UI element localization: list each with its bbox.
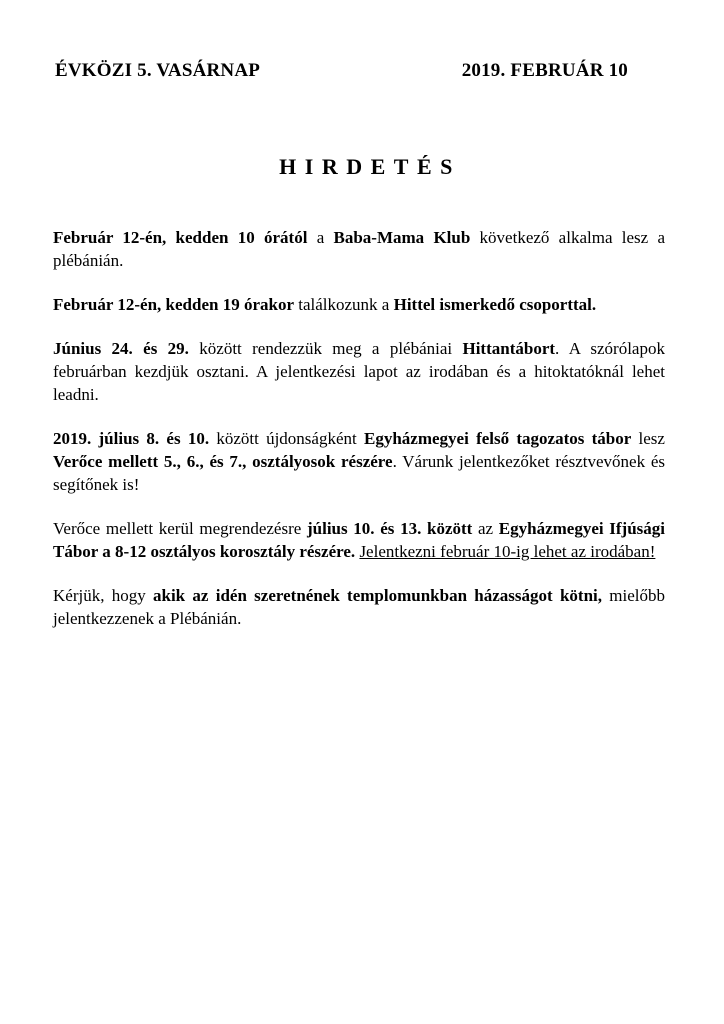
event-name: Egyházmegyei Ifjúsági Tábor a 8-12 osztályos korosztály részére. <box>53 519 666 561</box>
event-name: Hittantábort <box>462 339 556 358</box>
announcement-hittantabor: Június 24. és 29. között rendezzük meg a plébániai Hittantábort. A szórólapok februárban kezdjük osztani. A jelentkezési lapot az irodában és a hitoktatóknál lehet leadni. <box>53 339 665 404</box>
document-date: 2019. FEBRUÁR 10 <box>461 60 628 81</box>
event-dates: Június 24. és 29. <box>53 339 189 358</box>
announcement-hazassag: Kérjük, hogy akik az idén szeretnének templomunkban házasságot kötni, mielőbb jelentkezzenek a Plébánián. <box>53 586 665 628</box>
document-header <box>55 60 628 84</box>
event-dates: 2019. július 8. és 10. <box>53 429 210 448</box>
announcement-hittel-ismerkedo: Február 12-én, kedden 19 órakor találkozunk a Hittel ismerkedő csoporttal. <box>53 295 597 314</box>
document-title: HIRDETÉS <box>279 154 461 179</box>
event-name: Hittel ismerkedő csoporttal. <box>393 295 597 314</box>
registration-deadline: Jelentkezni február 10-ig lehet az irodában! <box>359 542 656 561</box>
announcements-body <box>53 226 665 651</box>
event-name: Egyházmegyei felső tagozatos tábor <box>364 429 632 448</box>
target-group: akik az idén szeretnének templomunkban házasságot kötni, <box>153 586 602 605</box>
announcement-felso-tagozatos-tabor: 2019. július 8. és 10. között újdonságként Egyházmegyei felső tagozatos tábor lesz Verőce mellett 5., 6., és 7., osztályosok részére. Várunk jelentkezőket résztvevőnek és segítőnek is! <box>53 429 665 494</box>
event-name: Baba-Mama Klub <box>333 228 471 247</box>
announcement-baba-mama-klub: Február 12-én, kedden 10 órától a Baba-Mama Klub következő alkalma lesz a plébánián. <box>53 228 665 270</box>
liturgical-day: ÉVKÖZI 5. VASÁRNAP <box>55 60 261 81</box>
announcement-ifjusagi-tabor: Verőce mellett kerül megrendezésre július 10. és 13. között az Egyházmegyei Ifjúsági Tábor a 8-12 osztályos korosztály részére. Jelentkezni február 10-ig lehet az irodában! <box>53 519 666 561</box>
event-dates: július 10. és 13. között <box>306 519 473 538</box>
event-time: Február 12-én, kedden 10 órától <box>53 228 308 247</box>
event-audience: Verőce mellett 5., 6., és 7., osztályosok részére <box>53 452 393 471</box>
event-time: Február 12-én, kedden 19 órakor <box>53 295 294 314</box>
